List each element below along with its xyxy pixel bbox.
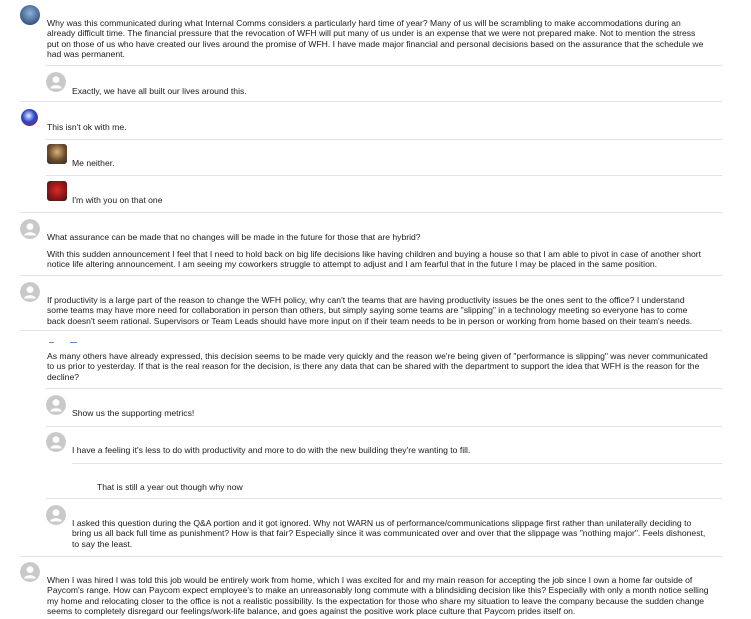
avatar-photo [47, 144, 67, 164]
divider [20, 556, 722, 557]
comment-text: As many others have already expressed, this decision seems to be made very quickly and the reason we're being given of "performance is slipping" was never communicated to us prior to yesterday. If that is the real reason for the decision, is there any data that can be shared with the department to support the idea that WFH is the reason for the decline? [47, 351, 708, 382]
divider [46, 498, 722, 499]
divider [20, 101, 722, 102]
default-avatar-icon [46, 505, 66, 525]
comment-text: This isn't ok with me. [47, 122, 127, 132]
reply-text: I asked this question during the Q&A portion and it got ignored. Why not WARN us of performance/communications slippage first rather than unilaterally deciding to bring us all back full time as punishment? How is that fair? Especially since it was communicated over and over that the slippage was "nothing major". Feels dishonest, to say the least. [72, 518, 706, 549]
author-name-placeholder [49, 342, 54, 343]
divider [20, 212, 722, 213]
divider [46, 388, 722, 389]
reply-text: Exactly, we have all built our lives around this. [72, 86, 247, 96]
divider [46, 65, 722, 66]
default-avatar-icon [20, 219, 40, 239]
default-avatar-icon [46, 432, 66, 452]
divider [20, 330, 722, 331]
default-avatar-icon [46, 72, 66, 92]
default-avatar-icon [20, 282, 40, 302]
default-avatar-icon [20, 562, 40, 582]
divider [20, 275, 722, 276]
divider [46, 175, 722, 176]
avatar-photo [47, 181, 67, 201]
reply-text: I'm with you on that one [72, 195, 163, 205]
reply-text: I have a feeling it's less to do with productivity and more to do with the new building they're wanting to fill. [72, 445, 471, 455]
comment-question: What assurance can be made that no changes will be made in the future for those that are hybrid? [47, 232, 421, 242]
comment-text: Why was this communicated during what Internal Comms considers a particularly hard time of year? Many of us will be scrambling to make accommodations during an already difficult time. The financial pressure that the revocation of WFH will put many of us under is an expense that we were not prepared make. Not to mention the stress put on those of us who have created our lives around the promise of WFH. I have made major financial and personal decisions based on the assurance that the schedule we had was permanent. [47, 18, 704, 60]
divider [72, 463, 722, 464]
reply-text: That is still a year out though why now [97, 482, 243, 492]
reply-text: Show us the supporting metrics! [72, 408, 195, 418]
comment-text: When I was hired I was told this job would be entirely work from home, which I was excited for and my main reason for accepting the job since I own a home far outside of Paycom's range. How can Paycom expect employee's to make an unreasonably long commute with a blindsiding decision like this? Especially with only a month notice selling my home and relocating closer to the office is not a realistic possibility. Is the expectation for those who share my situation to leave the company because the sudden change seems to completely disregard our feelings/work-life balance, and goes against the positive work place culture that Paycom prides itself on. [47, 575, 709, 617]
divider [46, 139, 722, 140]
avatar-photo [21, 109, 38, 126]
default-avatar-icon [46, 395, 66, 415]
author-name-placeholder [70, 342, 77, 343]
reply-text: Me neither. [72, 158, 115, 168]
comment-text: If productivity is a large part of the reason to change the WFH policy, why can't the teams that are having productivity issues be the ones sent to the office? I understand some teams may have more need for collaboration in person than others, but simply saying some teams are "slipping" in a technology meeting so everyone has to come back doesn't seem rational. Supervisors or Team Leads should have more input on if their team needs to be in person or working from home based on their team's needs. [47, 295, 693, 326]
divider [46, 426, 722, 427]
avatar-photo [20, 5, 40, 25]
comment-text: With this sudden announcement I feel that I need to hold back on big life decisions like having children and buying a house so that I am able to pivot in case of another short notice life altering announcement. I am seeing my coworkers struggle to attempt to adjust and I am fearful that in the future I may be placed in the same position. [47, 249, 702, 270]
